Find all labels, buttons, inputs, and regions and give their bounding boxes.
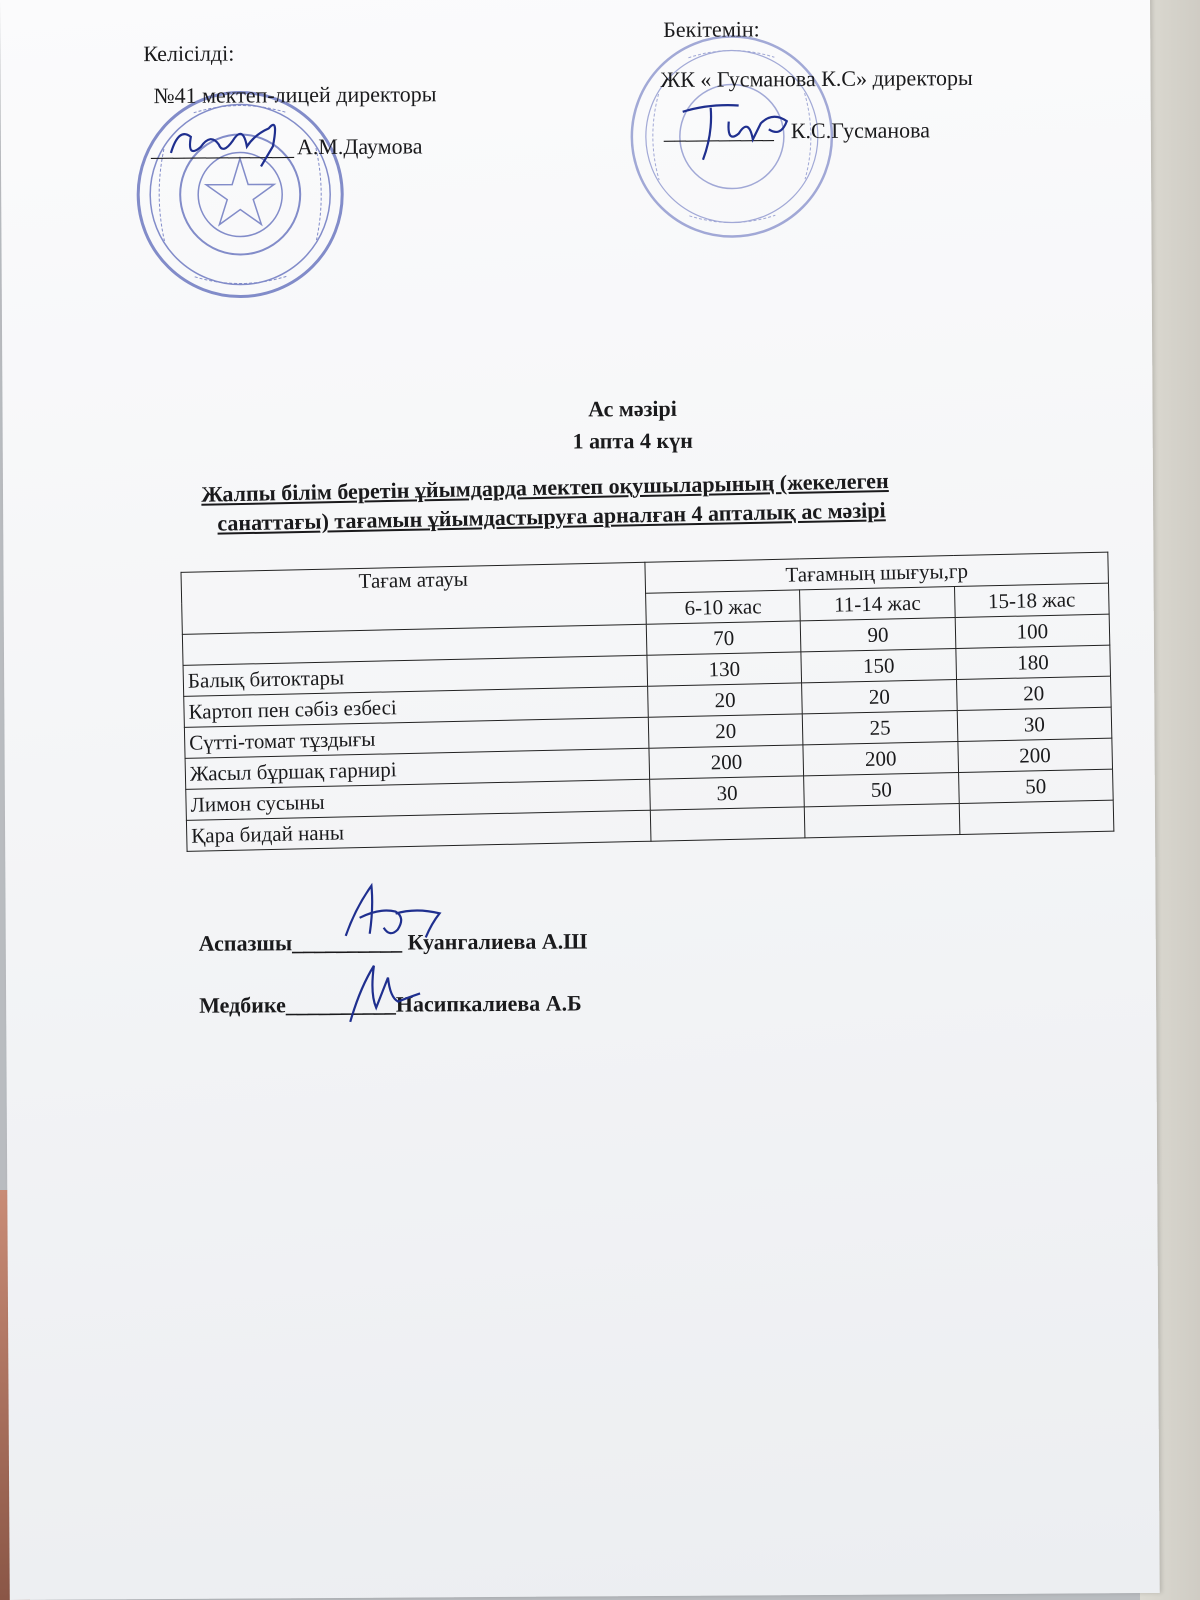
value-11-14: 200	[803, 741, 958, 775]
approved-label: Бекітемін:	[663, 16, 760, 42]
menu-description-line1: Жалпы білім беретін ұйымдарда мектеп оқушыларының (жекелеген	[200, 467, 889, 507]
value-15-18: 200	[958, 738, 1113, 772]
value-11-14: 90	[801, 618, 956, 652]
menu-subtitle: 1 апта 4 күн	[572, 427, 693, 454]
agreed-signature-line: _____________	[150, 135, 294, 162]
director-signature	[161, 106, 291, 173]
value-6-10	[650, 807, 805, 841]
age-group-3: 15-18 жас	[954, 583, 1109, 617]
agreed-name: А.М.Даумова	[296, 133, 423, 160]
value-11-14: 50	[804, 772, 959, 806]
nurse-label: Медбике	[199, 992, 286, 1018]
value-15-18: 180	[956, 645, 1111, 679]
dish-name: Сүтті-томат тұздығы	[184, 717, 649, 758]
agreed-title: №41 мектеп-лицей директоры	[153, 81, 437, 109]
header-dish-name: Тағам атауы	[181, 562, 646, 634]
value-6-10: 70	[646, 621, 801, 655]
approved-name: К.С.Гусманова	[790, 117, 931, 144]
agreed-label: Келісілді:	[143, 40, 235, 67]
cook-signature-line: __________	[292, 929, 403, 956]
dish-name: Лимон сусыны	[186, 779, 651, 820]
approved-title: ЖК « Гусманова К.С» директоры	[660, 65, 973, 92]
value-11-14: 150	[801, 649, 956, 683]
nurse-name: Насипкалиева А.Б	[395, 990, 582, 1017]
value-11-14: 25	[803, 711, 958, 745]
manager-signature	[669, 93, 799, 170]
value-6-10: 20	[648, 714, 803, 748]
value-15-18: 20	[956, 676, 1111, 710]
dish-name: Қара бидай наны	[186, 810, 651, 851]
dish-name: Картоп пен сәбіз езбесі	[184, 686, 649, 727]
menu-table	[180, 552, 1114, 852]
age-group-2: 11-14 жас	[800, 587, 955, 621]
value-15-18	[959, 800, 1114, 834]
nurse-signature	[336, 957, 426, 1028]
value-15-18: 50	[958, 769, 1113, 803]
cook-name: Куангалиева А.Ш	[407, 928, 588, 955]
menu-description-line2: санаттағы) тағамын ұйымдастыруға арналған 4 апталық ас мәзірі	[217, 497, 886, 536]
value-11-14	[805, 803, 960, 837]
value-11-14: 20	[802, 680, 957, 714]
value-6-10: 20	[648, 683, 803, 717]
value-6-10: 30	[650, 776, 805, 810]
dish-name: Балық битоктары	[183, 655, 648, 696]
value-6-10: 130	[647, 652, 802, 686]
age-group-1: 6-10 жас	[646, 590, 801, 624]
cook-label: Аспазшы	[198, 930, 293, 956]
menu-title: Ас мәзірі	[588, 395, 677, 422]
header-output: Тағамның шығуы,гр	[645, 552, 1109, 593]
nurse-signature-line: __________	[285, 991, 396, 1018]
dish-name: Жасыл бұршақ гарнирі	[185, 748, 650, 789]
value-15-18: 100	[955, 614, 1110, 648]
value-15-18: 30	[957, 707, 1112, 741]
value-6-10: 200	[649, 745, 804, 779]
cook-signature	[335, 877, 455, 948]
approved-signature-line: __________	[663, 118, 774, 144]
